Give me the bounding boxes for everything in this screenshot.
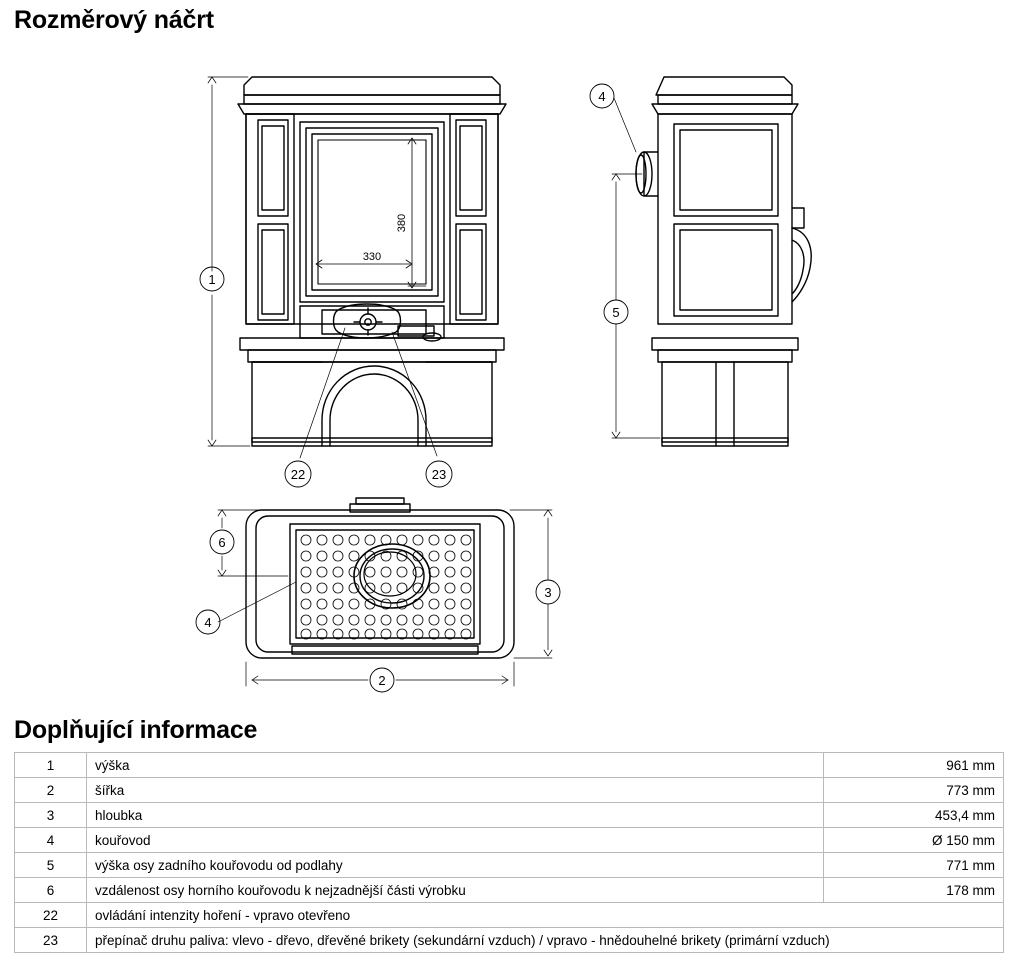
row-description: výška osy zadního kouřovodu od podlahy	[87, 853, 824, 878]
table-row	[15, 803, 1004, 828]
callout-6-label: 6	[218, 535, 226, 550]
row-description: přepínač druhu paliva: vlevo - dřevo, dřevěné brikety (sekundární vzduch) / vpravo - hnědouhelné brikety (primární vzduch)	[87, 928, 1004, 953]
callout-3-label: 3	[544, 585, 552, 600]
row-description: kouřovod	[87, 828, 824, 853]
row-value: 178 mm	[824, 878, 1004, 903]
callout-4-side-label: 4	[598, 89, 606, 104]
front-dim-380	[408, 138, 426, 288]
page-title-info: Doplňující informace	[14, 716, 258, 744]
callout-1-label: 1	[208, 272, 216, 287]
side-callout-4-leader	[614, 98, 636, 152]
front-height-dim	[208, 77, 250, 446]
row-value: 961 mm	[824, 753, 1004, 778]
top-dim-3	[510, 510, 552, 658]
row-number: 2	[15, 778, 87, 803]
callout-23-label: 23	[431, 467, 447, 482]
callout-5-label: 5	[612, 305, 620, 320]
row-number: 5	[15, 853, 87, 878]
front-dim-380-label: 380	[396, 213, 408, 233]
technical-drawing	[0, 48, 1018, 708]
row-number: 4	[15, 828, 87, 853]
row-number: 6	[15, 878, 87, 903]
callout-22-label: 22	[290, 467, 306, 482]
row-number: 1	[15, 753, 87, 778]
table-row	[15, 753, 1004, 778]
row-value: 453,4 mm	[824, 803, 1004, 828]
row-value: 773 mm	[824, 778, 1004, 803]
row-description: hloubka	[87, 803, 824, 828]
row-value: Ø 150 mm	[824, 828, 1004, 853]
table-row	[15, 828, 1004, 853]
callout-4-top-label: 4	[204, 615, 212, 630]
row-number: 3	[15, 803, 87, 828]
row-number: 23	[15, 928, 87, 953]
table-row	[15, 853, 1004, 878]
table-row	[15, 878, 1004, 903]
top-callout-4-leader	[218, 582, 296, 622]
top-view-outline	[246, 498, 514, 658]
row-number: 22	[15, 903, 87, 928]
page-title-drawing: Rozměrový náčrt	[14, 6, 214, 34]
table-row	[15, 778, 1004, 803]
table-row	[15, 928, 1004, 953]
table-row	[15, 903, 1004, 928]
row-description: ovládání intenzity hoření - vpravo otevřeno	[87, 903, 1004, 928]
row-description: vzdálenost osy horního kouřovodu k nejzadnější části výrobku	[87, 878, 824, 903]
callout-2-label: 2	[378, 673, 386, 688]
info-table	[14, 752, 1004, 953]
row-description: výška	[87, 753, 824, 778]
top-dim-6	[218, 510, 288, 576]
front-dim-330-label: 330	[362, 251, 382, 263]
row-description: šířka	[87, 778, 824, 803]
row-value: 771 mm	[824, 853, 1004, 878]
side-view-outline	[636, 77, 811, 446]
